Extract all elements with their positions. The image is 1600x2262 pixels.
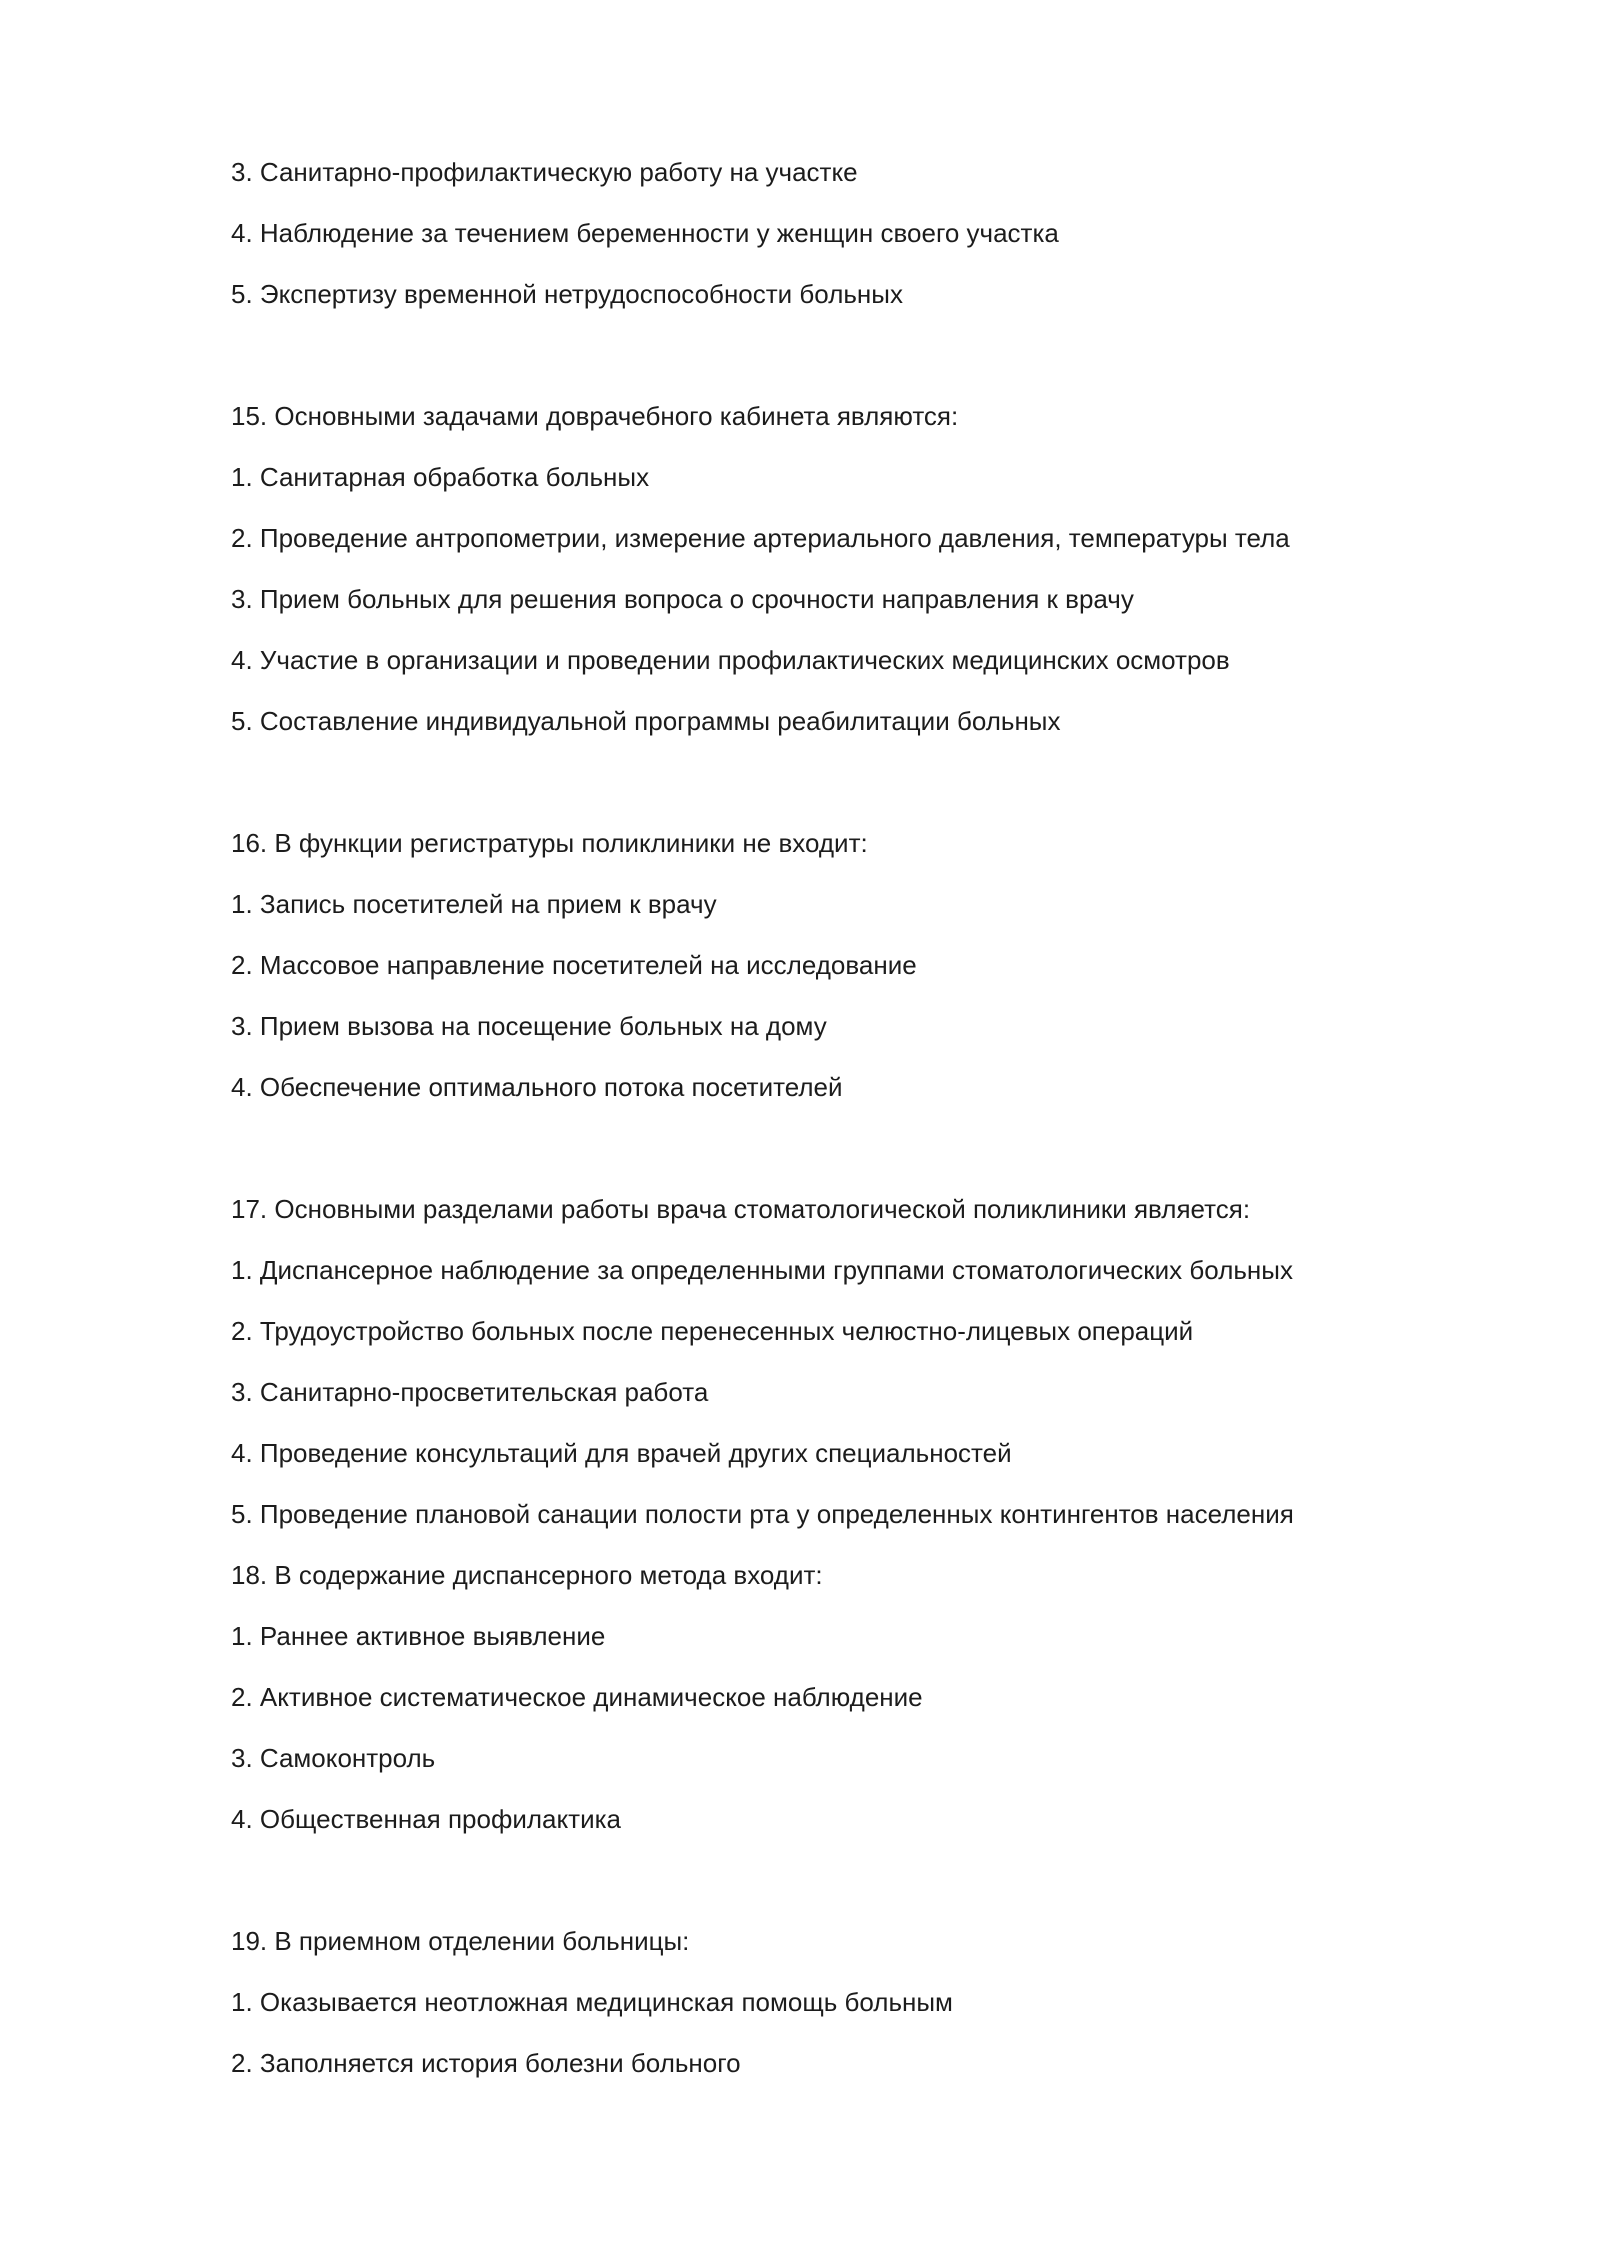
list-item: 4. Наблюдение за течением беременности у женщин своего участка [231, 218, 1059, 248]
list-item: 3. Санитарно-просветительская работа [231, 1377, 709, 1407]
list-item: 2. Заполняется история болезни больного [231, 2048, 741, 2078]
document-body [231, 150, 1431, 2102]
list-item: 5. Составление индивидуальной программы реабилитации больных [231, 706, 1061, 736]
list-item: 4. Проведение консультаций для врачей других специальностей [231, 1438, 1012, 1468]
question-heading: 17. Основными разделами работы врача стоматологической поликлиники является: [231, 1194, 1251, 1224]
list-item: 3. Санитарно-профилактическую работу на участке [231, 157, 858, 187]
section-gap [231, 1126, 1431, 1187]
list-item: 1. Диспансерное наблюдение за определенными группами стоматологических больных [231, 1255, 1293, 1285]
list-item: 2. Активное систематическое динамическое наблюдение [231, 1682, 923, 1712]
list-item: 4. Обеспечение оптимального потока посетителей [231, 1072, 843, 1102]
section-gap [231, 1858, 1431, 1919]
list-item: 4. Участие в организации и проведении профилактических медицинских осмотров [231, 645, 1230, 675]
question-heading: 18. В содержание диспансерного метода входит: [231, 1560, 823, 1590]
section-gap [231, 760, 1431, 821]
section-gap [231, 333, 1431, 394]
question-heading: 19. В приемном отделении больницы: [231, 1926, 690, 1956]
list-item: 1. Запись посетителей на прием к врачу [231, 889, 717, 919]
list-item: 4. Общественная профилактика [231, 1804, 621, 1834]
list-item: 2. Трудоустройство больных после перенесенных челюстно-лицевых операций [231, 1316, 1194, 1346]
list-item: 2. Массовое направление посетителей на исследование [231, 950, 917, 980]
list-item: 5. Проведение плановой санации полости рта у определенных контингентов населения [231, 1499, 1294, 1529]
list-item: 1. Оказывается неотложная медицинская помощь больным [231, 1987, 953, 2017]
question-heading: 15. Основными задачами доврачебного кабинета являются: [231, 401, 959, 431]
list-item: 3. Самоконтроль [231, 1743, 436, 1773]
question-heading: 16. В функции регистратуры поликлиники не входит: [231, 828, 868, 858]
list-item: 1. Раннее активное выявление [231, 1621, 606, 1651]
list-item: 5. Экспертизу временной нетрудоспособности больных [231, 279, 903, 309]
list-item: 3. Прием больных для решения вопроса о срочности направления к врачу [231, 584, 1134, 614]
list-item: 3. Прием вызова на посещение больных на дому [231, 1011, 827, 1041]
list-item: 1. Санитарная обработка больных [231, 462, 650, 492]
list-item: 2. Проведение антропометрии, измерение артериального давления, температуры тела [231, 523, 1290, 553]
